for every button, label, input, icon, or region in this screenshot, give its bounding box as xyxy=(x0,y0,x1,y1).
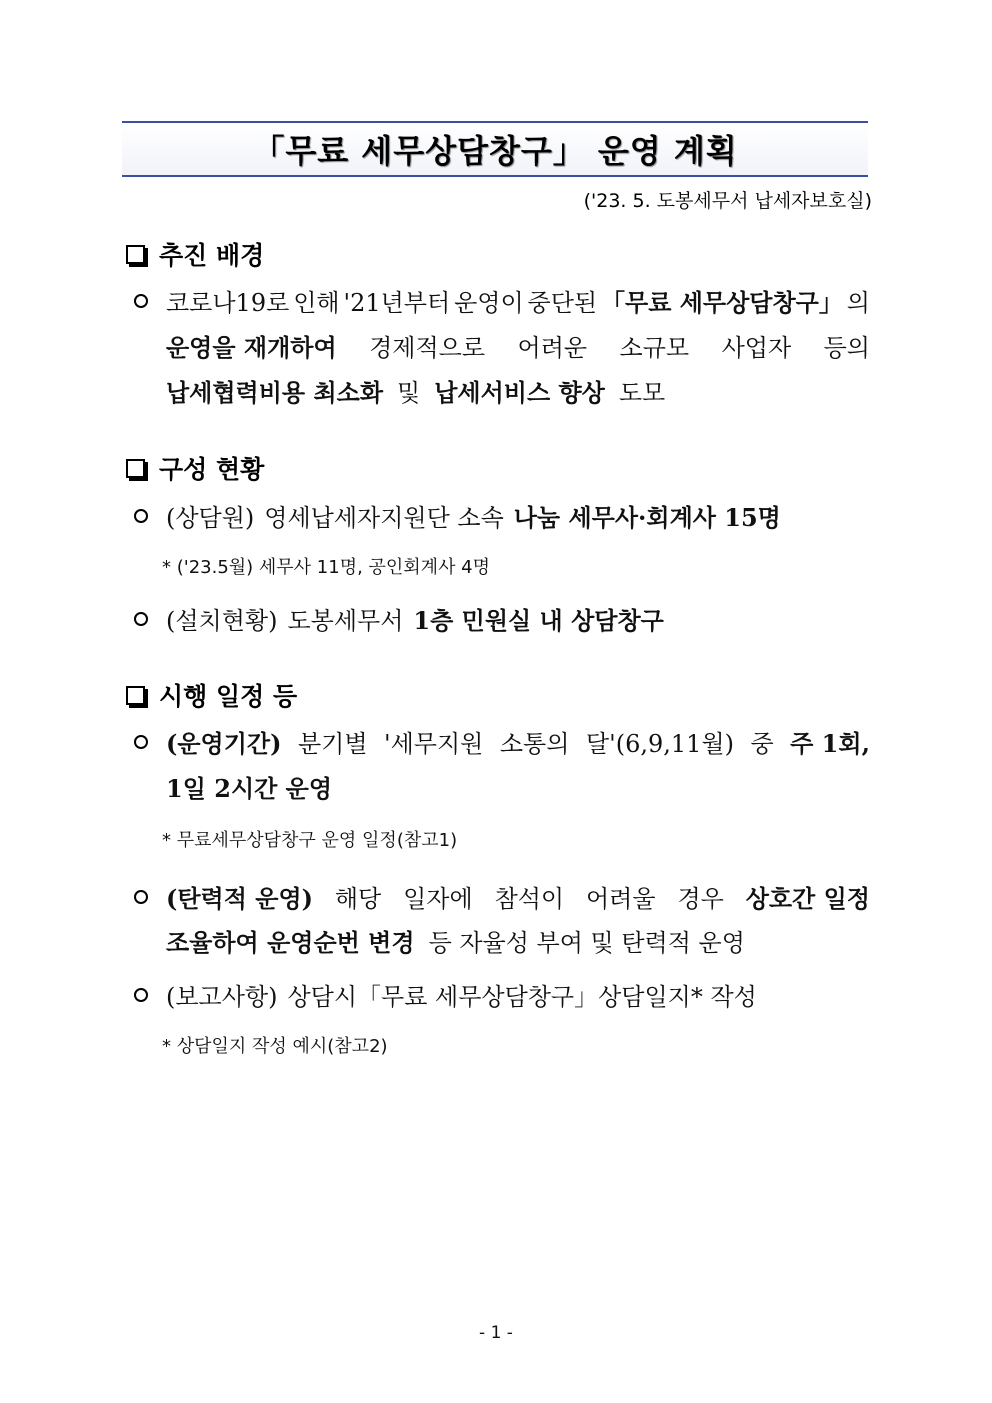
text-segment: 상담시「무료 세무상담창구」상담일지* 작성 xyxy=(287,983,757,1011)
text-segment-bold: 운영을 재개하여 xyxy=(166,333,337,362)
text-segment-bold: 주 1회, xyxy=(790,729,870,758)
text-segment: 중단된 xyxy=(527,289,598,317)
text-segment: 및 xyxy=(397,379,421,407)
text-segment-bold: 상호간 일정 xyxy=(745,884,870,913)
section-title: 추진 배경 xyxy=(159,241,265,270)
report-note: * 상담일지 작성 예시(참고2) xyxy=(162,1036,388,1057)
text-segment-bold: 납세협력비용 최소화 xyxy=(166,378,384,407)
circle-bullet-icon xyxy=(134,294,148,308)
background-item-line3 xyxy=(166,377,870,409)
checkbox-square-icon xyxy=(126,459,145,478)
background-item-line2 xyxy=(166,332,870,364)
period-item-line2 xyxy=(166,773,870,805)
section-heading-background xyxy=(126,236,264,272)
background-item-line1 xyxy=(134,287,870,319)
text-segment: 인해 xyxy=(293,289,340,317)
page-number: - 1 - xyxy=(479,1323,513,1343)
text-segment-bold: 「무료 세무상담창구」 xyxy=(601,288,843,317)
text-segment: 등의 xyxy=(823,334,870,362)
text-segment: 분기별 xyxy=(297,730,368,758)
text-segment: 경우 xyxy=(677,885,724,913)
text-segment: 도모 xyxy=(618,379,666,407)
flexible-item-line1 xyxy=(134,883,870,915)
item-label: (설치현황) xyxy=(166,607,278,635)
text-segment-bold: 나눔 세무사·회계사 15명 xyxy=(513,503,781,532)
text-segment: 도봉세무서 xyxy=(287,607,404,635)
circle-bullet-icon xyxy=(134,890,148,904)
text-segment: 어려울 xyxy=(586,885,656,913)
text-segment: 달'(6,9,11월) xyxy=(585,730,734,758)
item-label: (운영기간) xyxy=(166,729,282,758)
circle-bullet-icon xyxy=(134,509,148,523)
text-segment: 등 자율성 부여 및 탄력적 운영 xyxy=(428,929,745,957)
title-band xyxy=(122,121,868,177)
document-title: 「무료 세무상담창구」 운영 계획 xyxy=(252,132,738,170)
section-title: 구성 현황 xyxy=(159,455,265,484)
text-segment-bold: 납세서비스 향상 xyxy=(434,378,605,407)
text-segment: 경제적으로 xyxy=(369,334,486,362)
text-segment: 중 xyxy=(750,730,774,758)
checkbox-square-icon xyxy=(126,245,145,264)
text-segment: 소규모 xyxy=(619,334,690,362)
text-segment: 운영이 xyxy=(454,289,524,317)
counselor-item xyxy=(134,502,870,534)
item-label: (상담원) xyxy=(166,504,255,532)
text-segment: 일자에 xyxy=(403,885,473,913)
installation-item xyxy=(134,605,870,637)
department-line: ('23. 5. 도봉세무서 납세자보호실) xyxy=(583,190,872,212)
circle-bullet-icon xyxy=(134,988,148,1002)
text-segment: 사업자 xyxy=(721,334,792,362)
checkbox-square-icon xyxy=(126,686,145,705)
text-segment: '세무지원 xyxy=(384,730,484,758)
text-segment: 어려운 xyxy=(517,334,588,362)
section-title: 시행 일정 등 xyxy=(159,682,298,711)
text-segment: 소통의 xyxy=(499,730,570,758)
report-item xyxy=(134,981,870,1013)
text-segment: 코로나19로 xyxy=(166,289,290,317)
period-item-line1 xyxy=(134,728,870,760)
text-segment: 해당 xyxy=(334,885,382,913)
item-label: (탄력적 운영) xyxy=(166,884,313,913)
flexible-item-line2 xyxy=(166,927,870,959)
section-heading-schedule xyxy=(126,677,297,713)
circle-bullet-icon xyxy=(134,612,148,626)
item-label: (보고사항) xyxy=(166,983,278,1011)
text-segment: 영세납세자지원단 소속 xyxy=(264,504,504,532)
text-segment-bold: 1일 2시간 운영 xyxy=(166,774,333,803)
period-note: * 무료세무상담창구 운영 일정(참고1) xyxy=(162,830,458,851)
section-heading-composition xyxy=(126,450,264,486)
text-segment: 의 xyxy=(846,289,870,317)
text-segment-bold: 1층 민원실 내 상담창구 xyxy=(413,606,664,635)
text-segment-bold: 조율하여 운영순번 변경 xyxy=(166,928,415,957)
text-segment: '21년부터 xyxy=(343,289,451,317)
counselor-note: * ('23.5월) 세무사 11명, 공인회계사 4명 xyxy=(162,557,491,578)
circle-bullet-icon xyxy=(134,735,148,749)
text-segment: 참석이 xyxy=(494,885,565,913)
